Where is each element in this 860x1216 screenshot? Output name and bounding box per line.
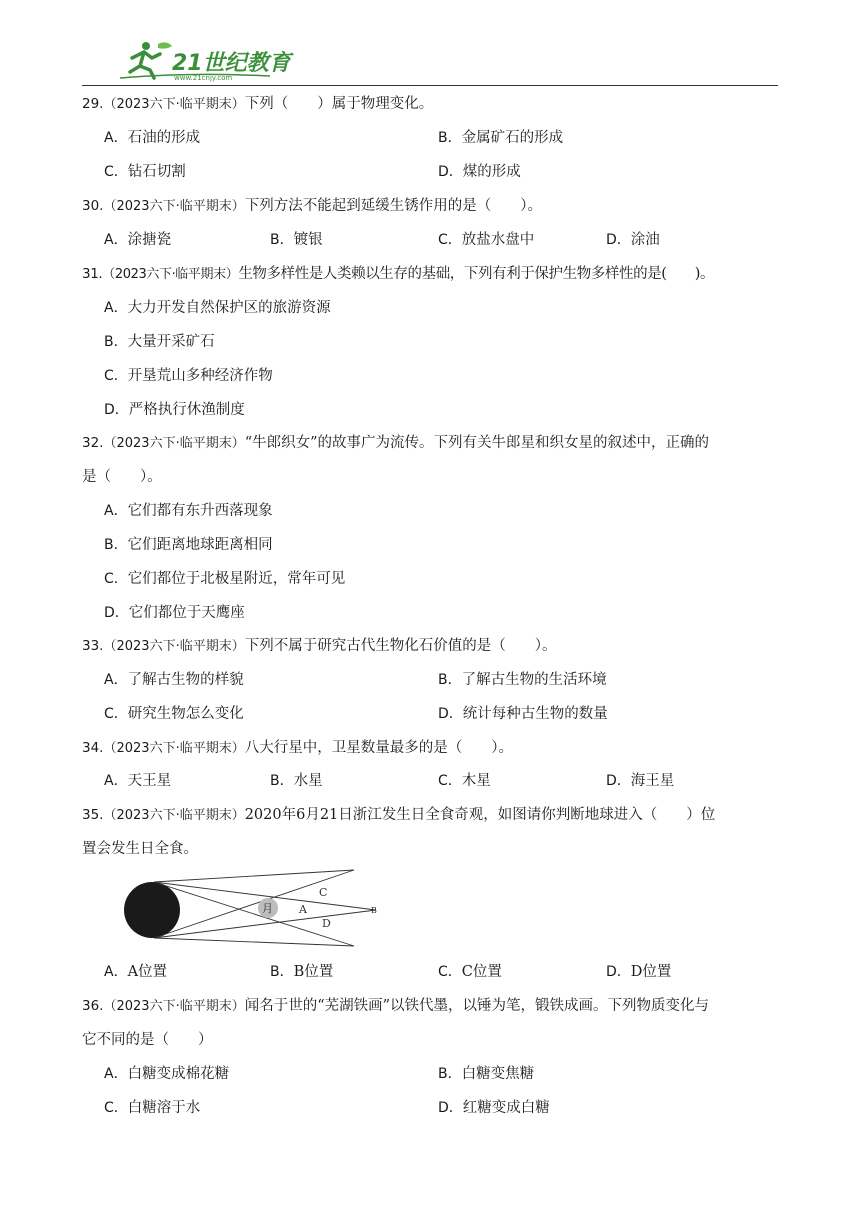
- question-number: 33.: [82, 638, 104, 654]
- option-a: A．石油的形成: [104, 130, 201, 146]
- question-stem-continued: 是（ ）。: [82, 469, 162, 485]
- option-c: C．开垦荒山多种经济作物: [104, 368, 273, 384]
- logo-url: www.21cnjy.com: [174, 74, 233, 82]
- sun: [124, 882, 180, 938]
- option-a: A．了解古生物的样貌: [104, 672, 244, 688]
- question-stem: 生物多样性是人类赖以生存的基础，下列有利于保护生物多样性的是( )。: [238, 266, 715, 282]
- question-32: [82, 433, 782, 454]
- question-source: （2023六下·临平期末）: [103, 436, 245, 451]
- question-source: （2023六下·临平期末）: [103, 999, 245, 1014]
- label-a: A: [299, 903, 307, 916]
- question-34: [82, 738, 782, 759]
- eclipse-diagram: [118, 862, 388, 954]
- option-d: D．D位置: [606, 964, 672, 980]
- option-d: D．红糖变成白糖: [438, 1100, 550, 1116]
- page-header: [82, 38, 778, 86]
- logo: [100, 38, 300, 82]
- question-number: 35.: [82, 807, 104, 823]
- option-c: C．研究生物怎么变化: [104, 706, 244, 722]
- option-d: D．煤的形成: [438, 164, 521, 180]
- option-a: A．白糖变成棉花糖: [104, 1066, 230, 1082]
- question-source: （2023六下·临平期末）: [102, 267, 239, 282]
- option-c: C．木星: [438, 773, 491, 789]
- option-c: C．白糖溶于水: [104, 1100, 201, 1116]
- question-stem: 下列不属于研究古代生物化石价值的是（ ）。: [244, 638, 557, 654]
- question-stem-continued: 置会发生日全食。: [82, 841, 198, 857]
- option-b: B．镀银: [270, 232, 323, 248]
- option-b: B．了解古生物的生活环境: [438, 672, 607, 688]
- question-number: 34.: [82, 740, 104, 756]
- option-c: C．钻石切割: [104, 164, 186, 180]
- question-source: （2023六下·临平期末）: [103, 97, 245, 112]
- question-36: [82, 996, 782, 1017]
- option-a: A．涂搪瓷: [104, 232, 172, 248]
- question-stem: 闻名于世的“芜湖铁画”以铁代墨，以锤为笔，锻铁成画。下列物质变化与: [244, 998, 710, 1014]
- option-d: D．统计每种古生物的数量: [438, 706, 608, 722]
- question-source: （2023六下·临平期末）: [103, 808, 245, 823]
- question-stem-continued: 它不同的是（ ）: [82, 1032, 213, 1048]
- question-number: 30.: [82, 198, 104, 214]
- runner-icon: [130, 42, 172, 78]
- option-a: A．大力开发自然保护区的旅游资源: [104, 300, 331, 316]
- question-number: 29.: [82, 96, 104, 112]
- question-stem: 下列（ ）属于物理变化。: [244, 96, 434, 112]
- label-d: D: [322, 917, 331, 930]
- question-source: （2023六下·临平期末）: [103, 639, 245, 654]
- question-stem: “牛郎织女”的故事广为流传。下列有关牛郎星和织女星的叙述中，正确的: [244, 435, 710, 451]
- question-29: [82, 94, 782, 115]
- question-number: 31.: [82, 266, 103, 282]
- option-c: C．放盐水盘中: [438, 232, 535, 248]
- option-b: B．白糖变焦糖: [438, 1066, 535, 1082]
- option-a: A．A位置: [104, 964, 168, 980]
- label-b: B: [371, 906, 377, 915]
- question-stem: 下列方法不能起到延缓生锈作用的是（ ）。: [244, 198, 542, 214]
- header-rule: [82, 85, 778, 86]
- label-c: C: [319, 886, 328, 899]
- question-number: 36.: [82, 998, 104, 1014]
- option-b: B．B位置: [270, 964, 334, 980]
- option-a: A．它们都有东升西落现象: [104, 503, 273, 519]
- option-c: C．C位置: [438, 964, 502, 980]
- question-stem: 2020年6月21日浙江发生日全食奇观，如图请你判断地球进入（ ）位: [244, 807, 716, 823]
- option-b: B．它们距离地球距离相同: [104, 537, 273, 553]
- option-d: D．它们都位于天鹰座: [104, 605, 245, 621]
- logo-text: 21世纪教育: [172, 51, 291, 76]
- label-moon: 月: [262, 902, 273, 915]
- question-number: 32.: [82, 435, 104, 451]
- question-source: （2023六下·临平期末）: [103, 741, 245, 756]
- option-d: D．严格执行休渔制度: [104, 402, 245, 418]
- option-b: B．金属矿石的形成: [438, 130, 564, 146]
- question-source: （2023六下·临平期末）: [103, 199, 245, 214]
- question-35: [82, 805, 782, 826]
- option-a: A．天王星: [104, 773, 172, 789]
- option-d: D．海王星: [606, 773, 675, 789]
- option-d: D．涂油: [606, 232, 660, 248]
- question-stem: 八大行星中，卫星数量最多的是（ ）。: [244, 740, 513, 756]
- question-30: [82, 196, 782, 217]
- question-33: [82, 636, 782, 657]
- option-b: B．大量开采矿石: [104, 334, 215, 350]
- question-31: [82, 264, 782, 285]
- option-b: B．水星: [270, 773, 323, 789]
- option-c: C．它们都位于北极星附近，常年可见: [104, 571, 346, 587]
